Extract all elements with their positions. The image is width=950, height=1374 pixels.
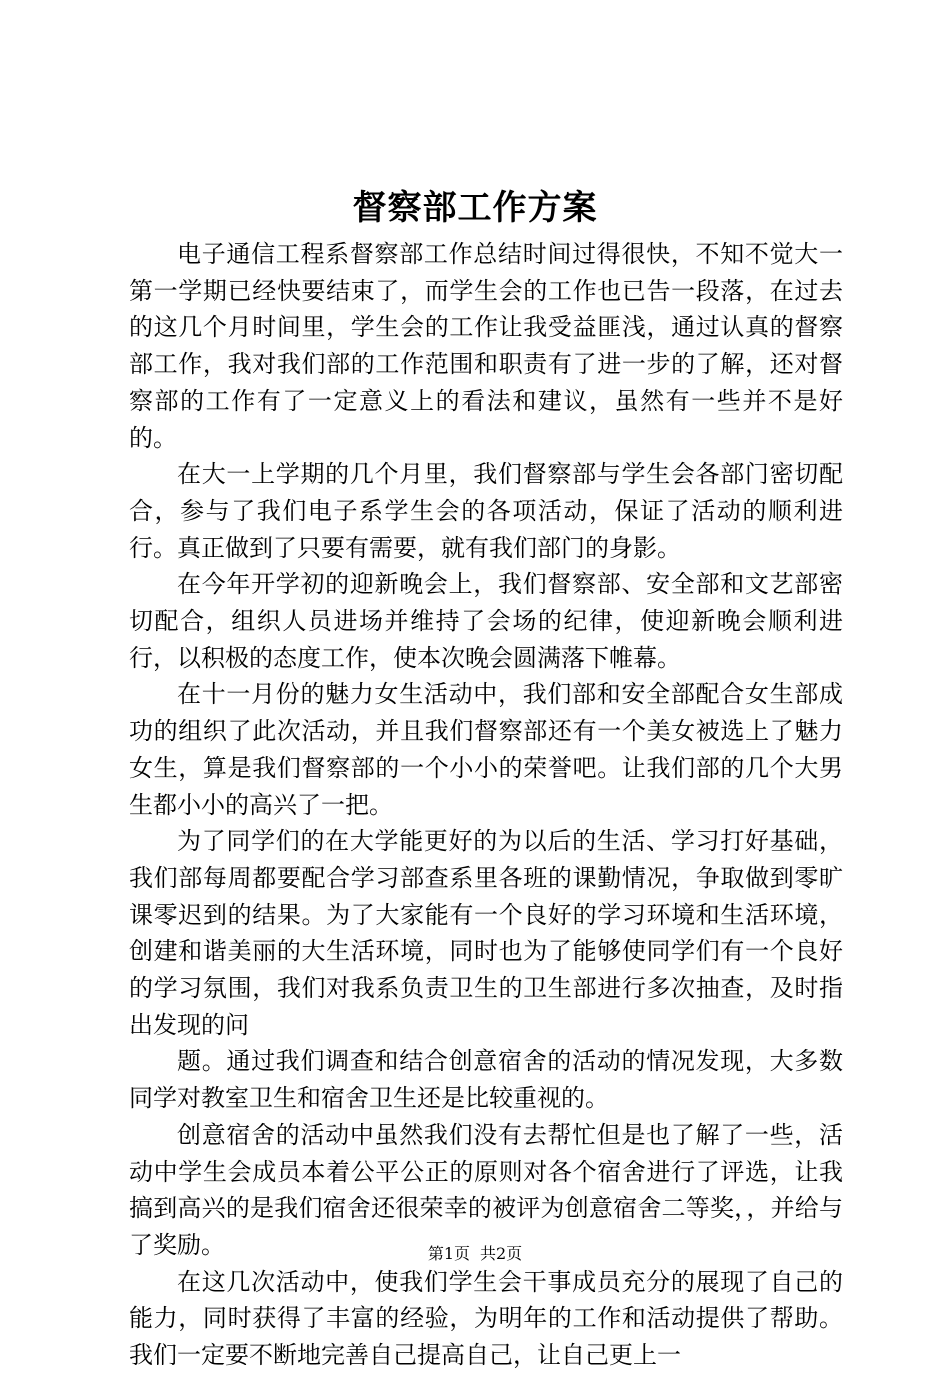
paragraph: 题。通过我们调查和结合创意宿舍的活动的情况发现，大多数同学对教室卫生和宿舍卫生还是比较重视的。 <box>129 1047 843 1113</box>
paragraph: 电子通信工程系督察部工作总结时间过得很快，不知不觉大一第一学期已经快要结束了，而学生会的工作也已告一段落，在过去的这几个月时间里，学生会的工作让我受益匪浅，通过认真的督察部工作，我对我们部的工作范围和职责有了进一步的了解，还对督察部的工作有了一定意义上的看法和建议，虽然有一些并不是好的。 <box>129 240 843 452</box>
paragraph: 在这几次活动中，使我们学生会干事成员充分的展现了自己的能力，同时获得了丰富的经验，为明年的工作和活动提供了帮助。我们一定要不断地完善自己提高自己，让自己更上一 <box>129 1267 843 1370</box>
document-title: 督察部工作方案 <box>352 188 598 228</box>
page-total: 共2页 <box>480 1244 523 1263</box>
document-body <box>129 236 843 1374</box>
page-number: 第1页 <box>427 1244 470 1263</box>
paragraph: 在今年开学初的迎新晚会上，我们督察部、安全部和文艺部密切配合，组织人员进场并维持了会场的纪律，使迎新晚会顺利进行，以积极的态度工作，使本次晚会圆满落下帷幕。 <box>129 570 843 672</box>
paragraph: 在大一上学期的几个月里，我们督察部与学生会各部门密切配合，参与了我们电子系学生会的各项活动，保证了活动的顺利进行。真正做到了只要有需要，就有我们部门的身影。 <box>129 460 843 562</box>
page-footer <box>0 1243 950 1265</box>
paragraph: 在十一月份的魅力女生活动中，我们部和安全部配合女生部成功的组织了此次活动，并且我们督察部还有一个美女被选上了魅力女生，算是我们督察部的一个小小的荣誉吧。让我们部的几个大男生都小小的高兴了一把。 <box>129 680 843 819</box>
paragraph: 为了同学们的在大学能更好的为以后的生活、学习打好基础，我们部每周都要配合学习部查系里各班的课勤情况，争取做到零旷课零迟到的结果。为了大家能有一个良好的学习环境和生活环境，创建和谐美丽的大生活环境，同时也为了能够使同学们有一个良好的学习氛围，我们对我系负责卫生的卫生部进行多次抽查，及时指出发现的问 <box>129 827 843 1039</box>
paragraph: 创意宿舍的活动中虽然我们没有去帮忙但是也了解了一些，活动中学生会成员本着公平公正的原则对各个宿舍进行了评选，让我搞到高兴的是我们宿舍还很荣幸的被评为创意宿舍二等奖，，并给与了奖励。 <box>129 1120 843 1259</box>
